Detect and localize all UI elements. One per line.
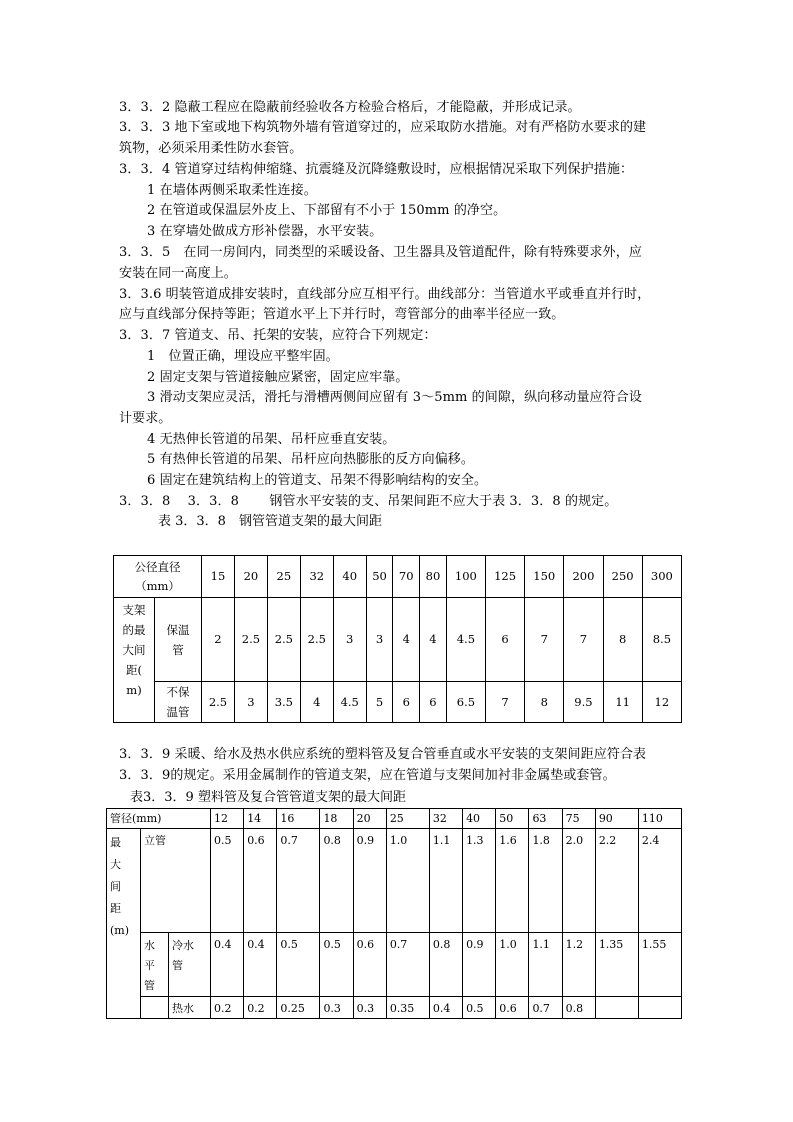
table1-value-cell: 2.5 [300, 598, 333, 682]
table2-value-cell: 0.8 [429, 933, 462, 997]
table2-value-cell: 1.8 [529, 829, 562, 933]
paragraph-line: 6 固定在建筑结构上的管道支、吊架不得影响结构的安全。 [147, 473, 488, 488]
table2-value-cell: 1.6 [496, 829, 529, 933]
table2-cold-label: 冷水 管 [169, 933, 211, 997]
table1-value-cell: 6 [420, 682, 447, 723]
table2-value-cell: 0.5 [320, 933, 353, 997]
table2-value-cell: 0.4 [211, 933, 244, 997]
table2-value-cell: 0.35 [386, 997, 429, 1019]
table2-value-cell: 0.6 [353, 933, 386, 997]
table2-value-cell: 0.5 [211, 829, 244, 933]
paragraph-line: 3 在穿墙处做成方形补偿器，水平安装。 [147, 224, 383, 239]
table1-value-cell: 7 [485, 682, 524, 723]
table2-value-cell: 0.3 [320, 997, 353, 1019]
table2-diameter-cell: 110 [638, 809, 681, 829]
table2-hot-label: 热水 [169, 997, 211, 1019]
table2-value-cell: 0.5 [277, 933, 320, 997]
table1-value-cell: 11 [603, 682, 642, 723]
table1-value-cell: 9.5 [564, 682, 603, 723]
table1-row-label: 保温 管 [155, 598, 202, 682]
paragraph-line: 1 在墙体两侧采取柔性连接。 [147, 183, 317, 198]
table2-horizontal-label: 水 平 管 [141, 933, 169, 997]
table1-diameter-cell: 50 [366, 556, 393, 598]
table2-header-label: 管径(mm) [107, 809, 211, 829]
table2-value-cell: 0.8 [320, 829, 353, 933]
paragraph-line: 1 位置正确，埋设应平整牢固。 [147, 349, 339, 364]
table1-value-cell: 4 [393, 598, 420, 682]
table2-value-cell: 1.2 [562, 933, 595, 997]
table1-diameter-cell: 20 [234, 556, 267, 598]
table2-diameter-cell: 63 [529, 809, 562, 829]
table1-diameter-cell: 300 [642, 556, 681, 598]
table1-value-cell: 2.5 [202, 682, 235, 723]
paragraph-line: 2 固定支架与管道接触应紧密，固定应牢靠。 [147, 370, 409, 385]
table2-value-cell: 2.4 [638, 829, 681, 933]
table2-value-cell: 0.4 [429, 997, 462, 1019]
table1-value-cell: 12 [642, 682, 681, 723]
paragraph-line: 3．3．9 采暖、给水及热水供应系统的塑料管及复合管垂直或水平安装的支架间距应符合表 [119, 747, 647, 762]
paragraph-line: 3．3．9的规定。采用金属制作的管道支架，应在管道与支架间加衬非金属垫或套管。 [119, 768, 616, 783]
steel-pipe-support-table [113, 555, 682, 723]
table1-diameter-cell: 150 [525, 556, 564, 598]
table1-value-cell: 3.5 [267, 682, 300, 723]
table2-diameter-cell: 40 [463, 809, 496, 829]
table2-value-cell: 1.0 [496, 933, 529, 997]
table1-diameter-cell: 200 [564, 556, 603, 598]
paragraph-line: 应与直线部分保持等距；管道水平上下并行时，弯管部分的曲率半径应一致。 [119, 307, 565, 322]
table2-value-cell: 0.6 [244, 829, 277, 933]
table1-value-cell: 5 [366, 682, 393, 723]
table2-vertical-label: 立管 [141, 829, 211, 933]
table1-value-cell: 2.5 [267, 598, 300, 682]
table2-diameter-cell: 12 [211, 809, 244, 829]
table2-diameter-cell: 20 [353, 809, 386, 829]
paragraph-line: 3．3．4 管道穿过结构伸缩缝、抗震缝及沉降缝敷设时，应根据情况采取下列保护措施： [119, 162, 634, 177]
table1-value-cell: 7 [525, 598, 564, 682]
table1-diameter-cell: 32 [300, 556, 333, 598]
table2-diameter-cell: 50 [496, 809, 529, 829]
table1-value-cell: 6 [393, 682, 420, 723]
table2-value-cell: 1.0 [386, 829, 429, 933]
table2-value-cell: 1.55 [638, 933, 681, 997]
table1-value-cell: 3 [333, 598, 366, 682]
paragraph-line: 3．3．2 隐蔽工程应在隐蔽前经验收各方检验合格后，才能隐蔽，并形成记录。 [119, 100, 581, 115]
table2-value-cell [595, 997, 638, 1019]
paragraph-line: 2 在管道或保温层外皮上、下部留有不小于 150mm 的净空。 [147, 203, 507, 218]
table2-value-cell: 0.9 [463, 933, 496, 997]
table1-value-cell: 6 [485, 598, 524, 682]
table2-caption: 表3．3．9 塑料管及复合管管道支架的最大间距 [130, 790, 406, 805]
table1-diameter-cell: 70 [393, 556, 420, 598]
table1-diameter-cell: 80 [420, 556, 447, 598]
table1-value-cell: 4.5 [333, 682, 366, 723]
table2-value-cell: 0.3 [353, 997, 386, 1019]
paragraph-line: 3．3．7 管道支、吊、托架的安装，应符合下列规定： [119, 328, 437, 343]
table2-empty-cell [141, 997, 169, 1019]
table2-value-cell: 0.7 [386, 933, 429, 997]
paragraph-line: 3 滑动支架应灵活，滑托与滑槽两侧间应留有 3～5mm 的间隙，纵向移动量应符合设 [147, 390, 642, 405]
table1-value-cell: 4 [300, 682, 333, 723]
table2-value-cell: 0.6 [496, 997, 529, 1019]
table1-value-cell: 2 [202, 598, 235, 682]
table1-diameter-cell: 40 [333, 556, 366, 598]
table2-value-cell: 0.4 [244, 933, 277, 997]
table1-value-cell: 8.5 [642, 598, 681, 682]
table1-header-label: 公径直径 （mm） [114, 556, 202, 598]
table1-value-cell: 6.5 [446, 682, 485, 723]
table2-diameter-cell: 16 [277, 809, 320, 829]
table1-value-cell: 8 [525, 682, 564, 723]
table2-value-cell: 0.5 [463, 997, 496, 1019]
paragraph-line: 筑物，必须采用柔性防水套管。 [119, 141, 303, 156]
paragraph-line: 3．3．8 3．3．8 钢管水平安装的支、吊架间距不应大于表 3．3．8 的规定。 [119, 494, 618, 509]
table2-value-cell: 0.7 [529, 997, 562, 1019]
table2-value-cell: 1.35 [595, 933, 638, 997]
table2-value-cell: 0.9 [353, 829, 386, 933]
table2-row-group-label: 最 大 间 距 (m) [107, 829, 141, 1019]
table1-caption: 表 3．3．8 钢管管道支架的最大间距 [158, 514, 382, 529]
table2-diameter-cell: 18 [320, 809, 353, 829]
table1-diameter-cell: 25 [267, 556, 300, 598]
table1-value-cell: 3 [366, 598, 393, 682]
table2-value-cell: 1.1 [529, 933, 562, 997]
paragraph-line: 4 无热伸长管道的吊架、吊杆应垂直安装。 [147, 432, 396, 447]
paragraph-line: 计要求。 [119, 411, 172, 426]
table2-value-cell [638, 997, 681, 1019]
table1-value-cell: 2.5 [234, 598, 267, 682]
table1-diameter-cell: 100 [446, 556, 485, 598]
table1-value-cell: 3 [234, 682, 267, 723]
table1-value-cell: 4 [420, 598, 447, 682]
table1-value-cell: 4.5 [446, 598, 485, 682]
table2-diameter-cell: 75 [562, 809, 595, 829]
table1-value-cell: 8 [603, 598, 642, 682]
paragraph-line: 3．3．5 在同一房间内，同类型的采暖设备、卫生器具及管道配件，除有特殊要求外，应 [119, 245, 642, 260]
paragraph-line: 安装在同一高度上。 [119, 266, 237, 281]
table2-value-cell: 2.2 [595, 829, 638, 933]
table2-diameter-cell: 90 [595, 809, 638, 829]
table2-value-cell: 0.2 [244, 997, 277, 1019]
table2-value-cell: 1.1 [429, 829, 462, 933]
table2-value-cell: 1.3 [463, 829, 496, 933]
table2-diameter-cell: 25 [386, 809, 429, 829]
table1-diameter-cell: 250 [603, 556, 642, 598]
plastic-pipe-support-table [106, 808, 682, 1019]
table1-diameter-cell: 15 [202, 556, 235, 598]
table2-value-cell: 2.0 [562, 829, 595, 933]
table2-value-cell: 0.2 [211, 997, 244, 1019]
table1-row-group-label: 支架 的最 大间 距( m) [114, 598, 155, 723]
table2-value-cell: 0.25 [277, 997, 320, 1019]
table2-value-cell: 0.8 [562, 997, 595, 1019]
table2-diameter-cell: 14 [244, 809, 277, 829]
table1-row-label: 不保 温管 [155, 682, 202, 723]
table2-value-cell: 0.7 [277, 829, 320, 933]
paragraph-line: 3．3.6 明装管道成排安装时，直线部分应互相平行。曲线部分：当管道水平或垂直并行时， [119, 287, 651, 302]
table1-value-cell: 7 [564, 598, 603, 682]
paragraph-line: 3．3．3 地下室或地下构筑物外墙有管道穿过的，应采取防水措施。对有严格防水要求的建 [119, 120, 647, 135]
paragraph-line: 5 有热伸长管道的吊架、吊杆应向热膨胀的反方向偏移。 [147, 452, 475, 467]
table1-diameter-cell: 125 [485, 556, 524, 598]
table2-diameter-cell: 32 [429, 809, 462, 829]
